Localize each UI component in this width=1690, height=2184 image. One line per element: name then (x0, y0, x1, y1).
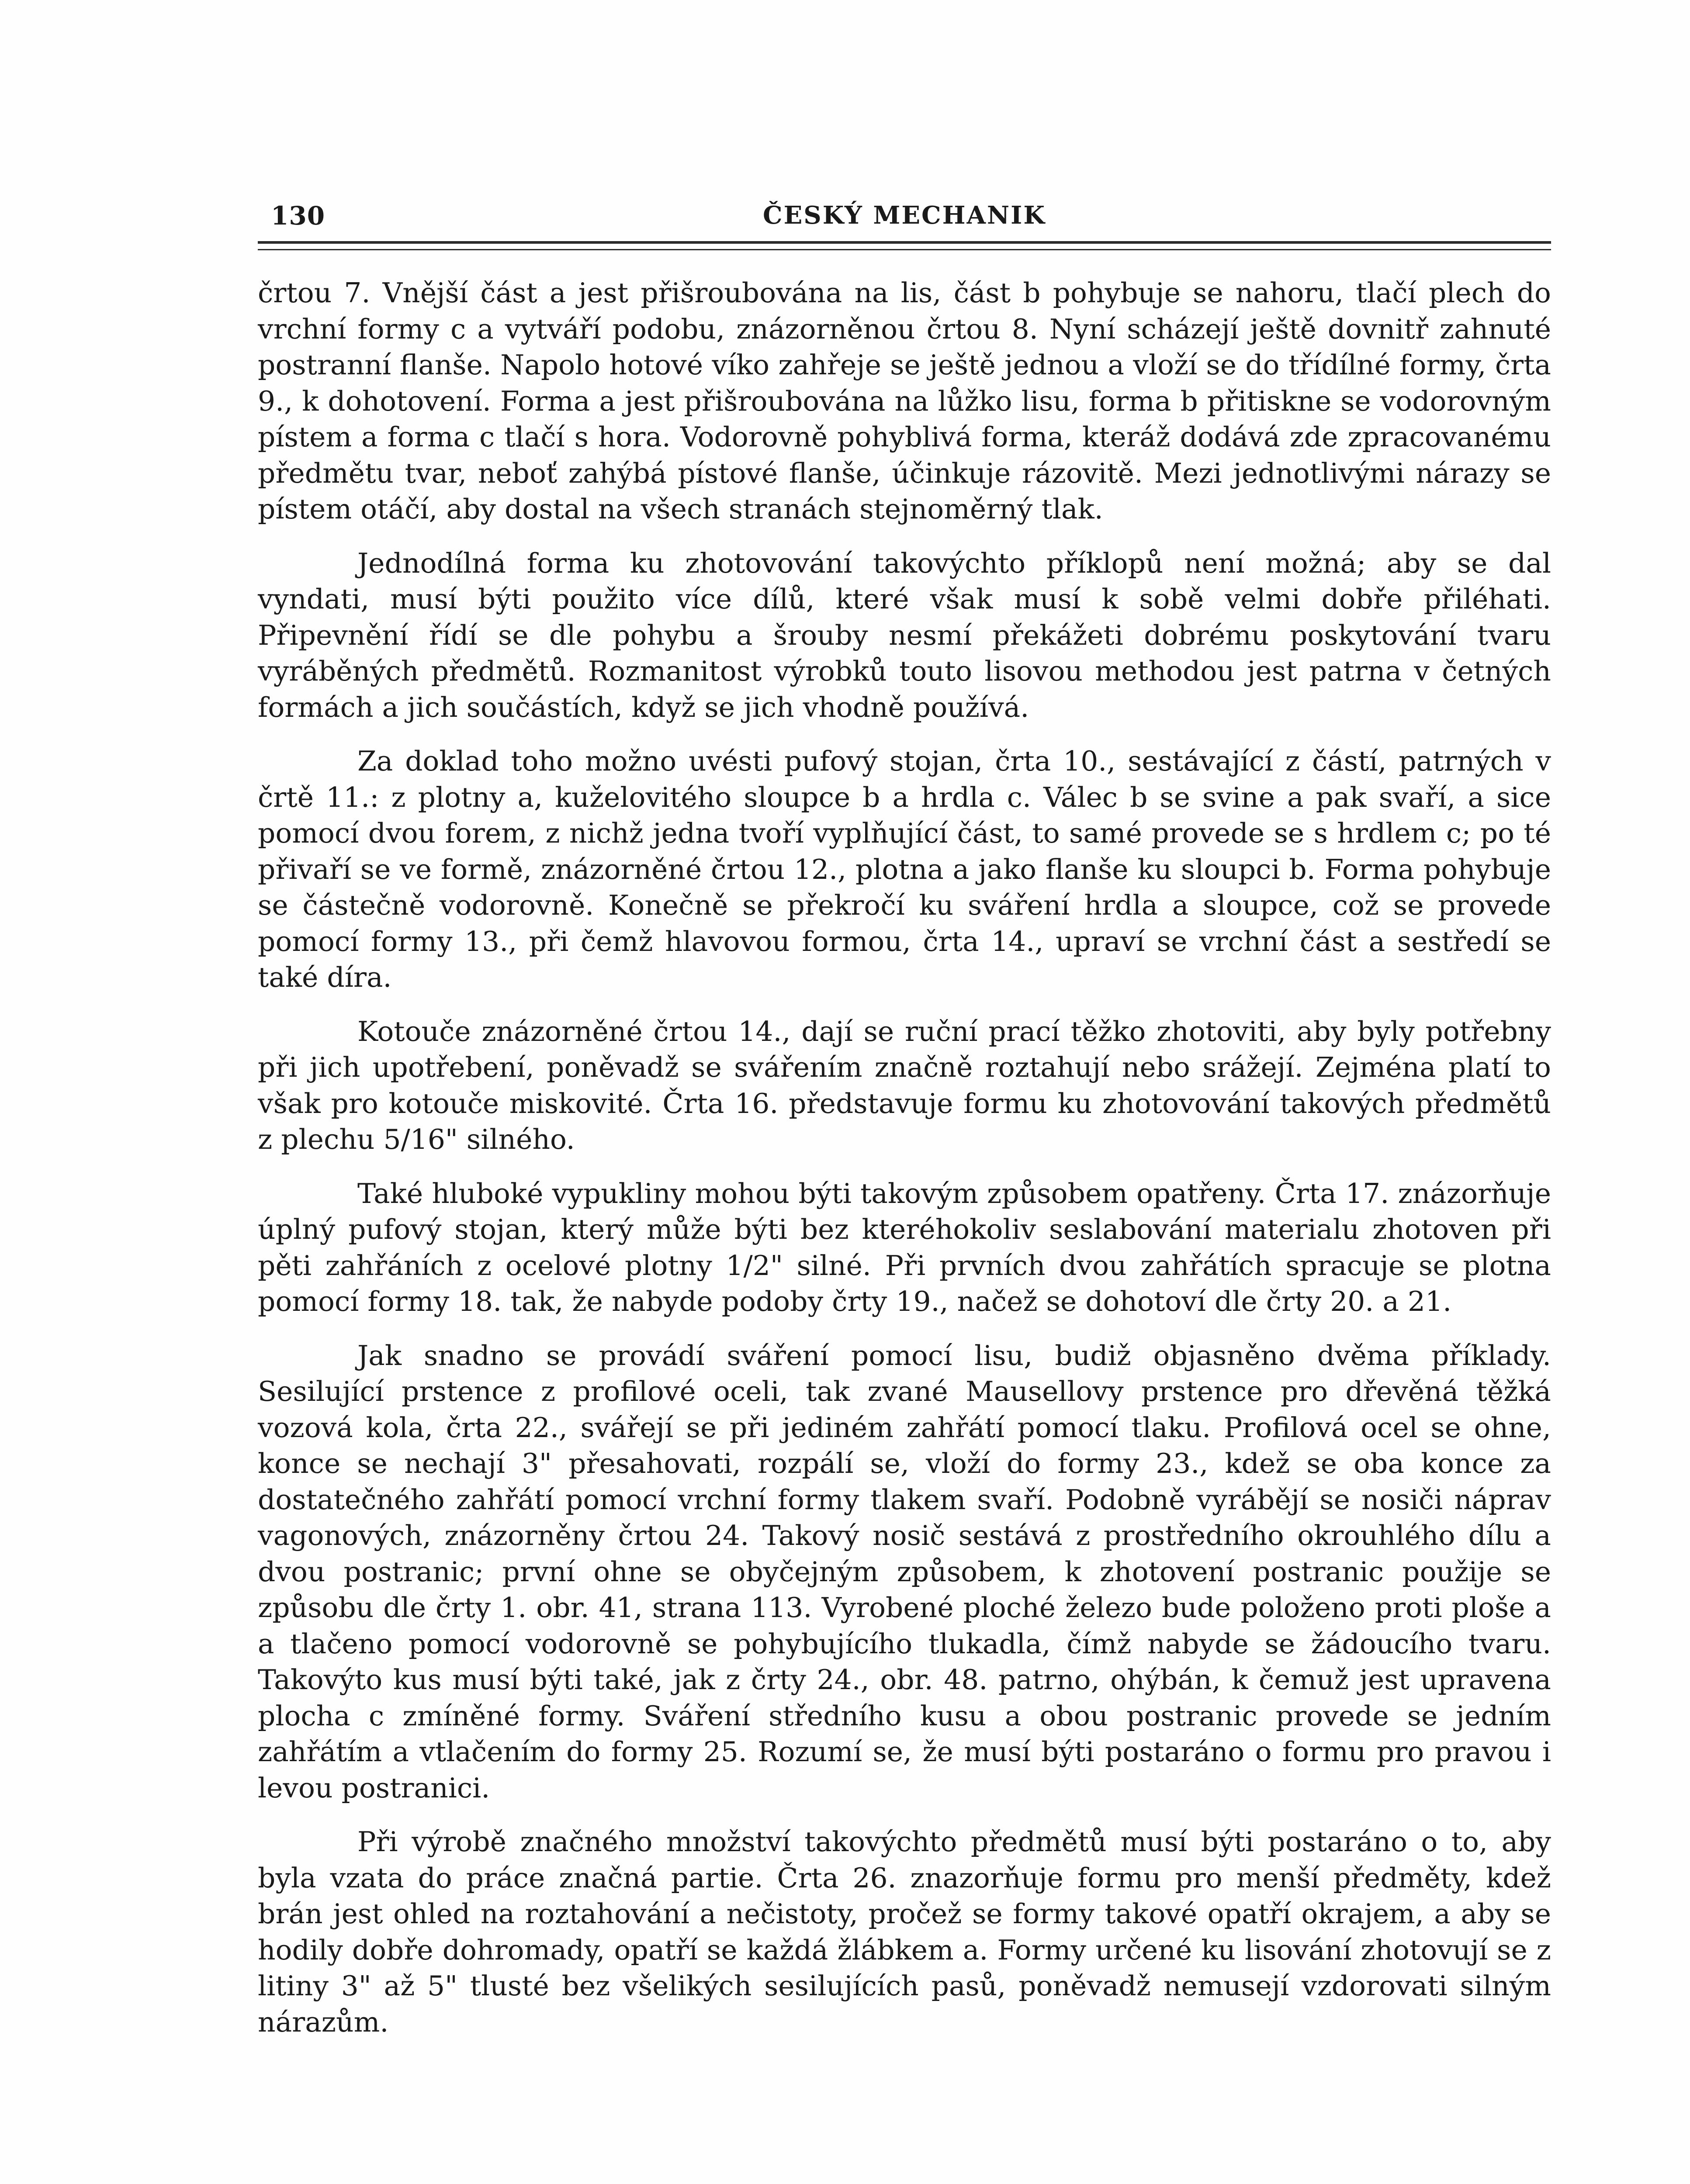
header-rule-thick (258, 241, 1551, 244)
paragraph-2: Jednodílná forma ku zhotovování takovýchto příklopů není možná; aby se dal vyndati, musí býti použito více dílů, které však musí k sobě velmi dobře přiléhati. Připevnění řídí se dle pohybu a šrouby nesmí překážeti dobrému poskytování tvaru vyráběných předmětů. Rozmanitost výrobků touto lisovou methodou jest patrna v četných formách a jich součástích, když se jich vhodně používá. (258, 547, 1551, 723)
paragraph-4: Kotouče znázorněné črtou 14., dají se ruční prací těžko zhotoviti, aby byly potřebny při jich upotřebení, poněvadž se svářením značně roztahují nebo srážejí. Zejména platí to však pro kotouče miskovité. Črta 16. představuje formu ku zhotovování takových předmětů z plechu 5/16" silného. (258, 1015, 1551, 1155)
paragraph-5: Také hluboké vypukliny mohou býti takovým způsobem opatřeny. Črta 17. znázorňuje úplný pufový stojan, který může býti bez kteréhokoliv seslabování materialu zhotoven při pěti zahřáních z ocelové plotny 1/2" silné. Při prvních dvou zahřátích spracuje se plotna pomocí formy 18. tak, že nabyde podoby črty 19., načež se dohotoví dle črty 20. a 21. (258, 1177, 1551, 1317)
body-text (258, 275, 1551, 2040)
paragraph-7: Při výrobě značného množství takovýchto předmětů musí býti postaráno o to, aby byla vzata do práce značná partie. Črta 26. znazorňuje formu pro menší předměty, kdež brán jest ohled na roztahování a nečistoty, pročež se formy takové opatří okrajem, a aby se hodily dobře dohromady, opatří se každá žlábkem a. Formy určené ku lisování zhotovují se z litiny 3" až 5" tlusté bez všelikých sesilujících pasů, poněvadž nemusejí vzdorovati silným nárazům. (258, 1826, 1551, 2038)
paragraph-6: Jak snadno se provádí sváření pomocí lisu, budiž objasněno dvěma příklady. Sesilující prstence z profilové oceli, tak zvané Mausellovy prstence pro dřevěná těžká vozová kola, črta 22., svářejí se při jediném zahřátí pomocí tlaku. Profilová ocel se ohne, konce se nechají 3" přesahovati, rozpálí se, vloží do formy 23., kdež se oba konce za dostatečného zahřátí pomocí vrchní formy tlakem svaří. Podobně vyrábějí se nosiči náprav vagonových, znázorněny črtou 24. Takový nosič sestává z prostředního okrouhlého dílu a dvou postranic; první ohne se obyčejným způsobem, k zhotovení postranic použije se způsobu dle črty 1. obr. 41, strana 113. Vyrobené ploché železo bude položeno proti ploše a a tlačeno pomocí vodorovně se pohybujícího tlukadla, čímž nabyde se žádoucího tvaru. Takovýto kus musí býti také, jak z črty 24., obr. 48. patrno, ohýbán, k čemuž jest upravena plocha c zmíněné formy. Sváření středního kusu a obou postranic provede se jedním zahřátím a vtlačením do formy 25. Rozumí se, že musí býti postaráno o formu pro pravou i levou postranici. (258, 1339, 1551, 1804)
page-number: 130 (271, 201, 326, 231)
paragraph-1: črtou 7. Vnější část a jest přišroubována na lis, část b pohybuje se nahoru, tlačí plech do vrchní formy c a vytváří podobu, znázorněnou črtou 8. Nyní scházejí ještě dovnitř zahnuté postranní flanše. Napolo hotové víko zahřeje se ještě jednou a vloží se do třídílné formy, črta 9., k dohotovení. Forma a jest přišroubována na lůžko lisu, forma b přitiskne se vodorovným pístem a forma c tlačí s hora. Vodorovně pohyblivá forma, kteráž dodává zde zpracovanému předmětu tvar, neboť zahýbá pístové flanše, účinkuje rázovitě. Mezi jednotlivými nárazy se pístem otáčí, aby dostal na všech stranách stejnoměrný tlak. (258, 277, 1551, 525)
header-rule-thin (258, 249, 1551, 250)
running-title: ČESKÝ MECHANIK (763, 201, 1046, 230)
paragraph-3: Za doklad toho možno uvésti pufový stojan, črta 10., sestávající z částí, patrných v črtě 11.: z plotny a, kuželovitého sloupce b a hrdla c. Válec b se svine a pak svaří, a sice pomocí dvou forem, z nichž jedna tvoří vyplňující část, to samé provede se s hrdlem c; po té přivaří se ve formě, znázorněné črtou 12., plotna a jako flanše ku sloupci b. Forma pohybuje se částečně vodorovně. Konečně se překročí ku sváření hrdla a sloupce, což se provede pomocí formy 13., při čemž hlavovou formou, črta 14., upraví se vrchní část a sestředí se také díra. (258, 745, 1551, 993)
page-header (258, 192, 1551, 240)
